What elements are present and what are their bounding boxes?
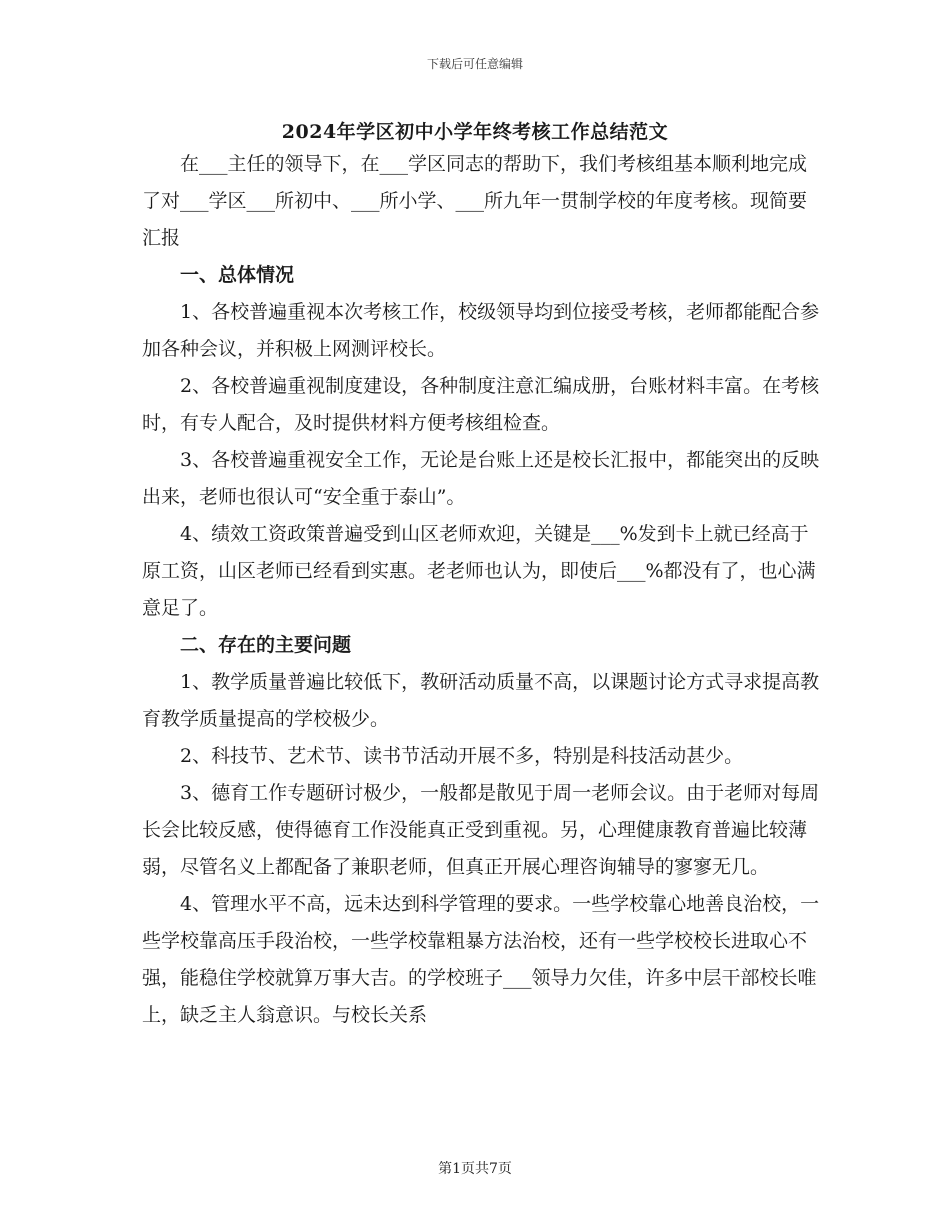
section-heading-problems: 二、存在的主要问题 xyxy=(180,634,352,656)
intro-paragraph: 在___主任的领导下，在___学区同志的帮助下，我们考核组基本顺利地完成了对___学区___所初中、___所小学、___所九年一贯制学校的年度考核。现简要汇报 xyxy=(142,153,808,249)
paragraph: 3、德育工作专题研讨极少，一般都是散见于周一老师会议。由于老师对每周长会比较反感，使得德育工作没能真正受到重视。另，心理健康教育普遍比较薄弱，尽管名义上都配备了兼职老师，但真正开展心理咨询辅导的寥寥无几。 xyxy=(142,782,820,878)
paragraph: 2、各校普遍重视制度建设，各种制度注意汇编成册，台账材料丰富。在考核时，有专人配合，及时提供材料方便考核组检查。 xyxy=(142,375,820,434)
paragraph: 1、教学质量普遍比较低下，教研活动质量不高，以课题讨论方式寻求提高教育教学质量提高的学校极少。 xyxy=(142,671,820,730)
paragraph: 2、科技节、艺术节、读书节活动开展不多，特别是科技活动甚少。 xyxy=(180,745,744,767)
page-footer: 第1页共7页 xyxy=(438,1161,512,1177)
paragraph: 1、各校普遍重视本次考核工作，校级领导均到位接受考核，老师都能配合参加各种会议，并积极上网测评校长。 xyxy=(142,301,820,360)
header-note: 下载后可任意编辑 xyxy=(426,57,523,71)
paragraph: 4、绩效工资政策普遍受到山区老师欢迎，关键是___%发到卡上就已经高于原工资，山区老师已经看到实惠。老老师也认为，即使后___%都没有了，也心满意足了。 xyxy=(142,523,816,619)
paragraph: 4、管理水平不高，远未达到科学管理的要求。一些学校靠心地善良治校，一些学校靠高压手段治校，一些学校靠粗暴方法治校，还有一些学校校长进取心不强，能稳住学校就算万事大吉。的学校班子___领导力欠佳，许多中层干部校长唯上，缺乏主人翁意识。与校长关系 xyxy=(142,893,820,1026)
paragraph: 3、各校普遍重视安全工作，无论是台账上还是校长汇报中，都能突出的反映出来，老师也很认可“安全重于泰山”。 xyxy=(142,449,820,508)
section-heading-overview: 一、总体情况 xyxy=(180,264,295,286)
document-body xyxy=(142,146,822,1034)
document-title: 2024年学区初中小学年终考核工作总结范文 xyxy=(281,121,669,143)
